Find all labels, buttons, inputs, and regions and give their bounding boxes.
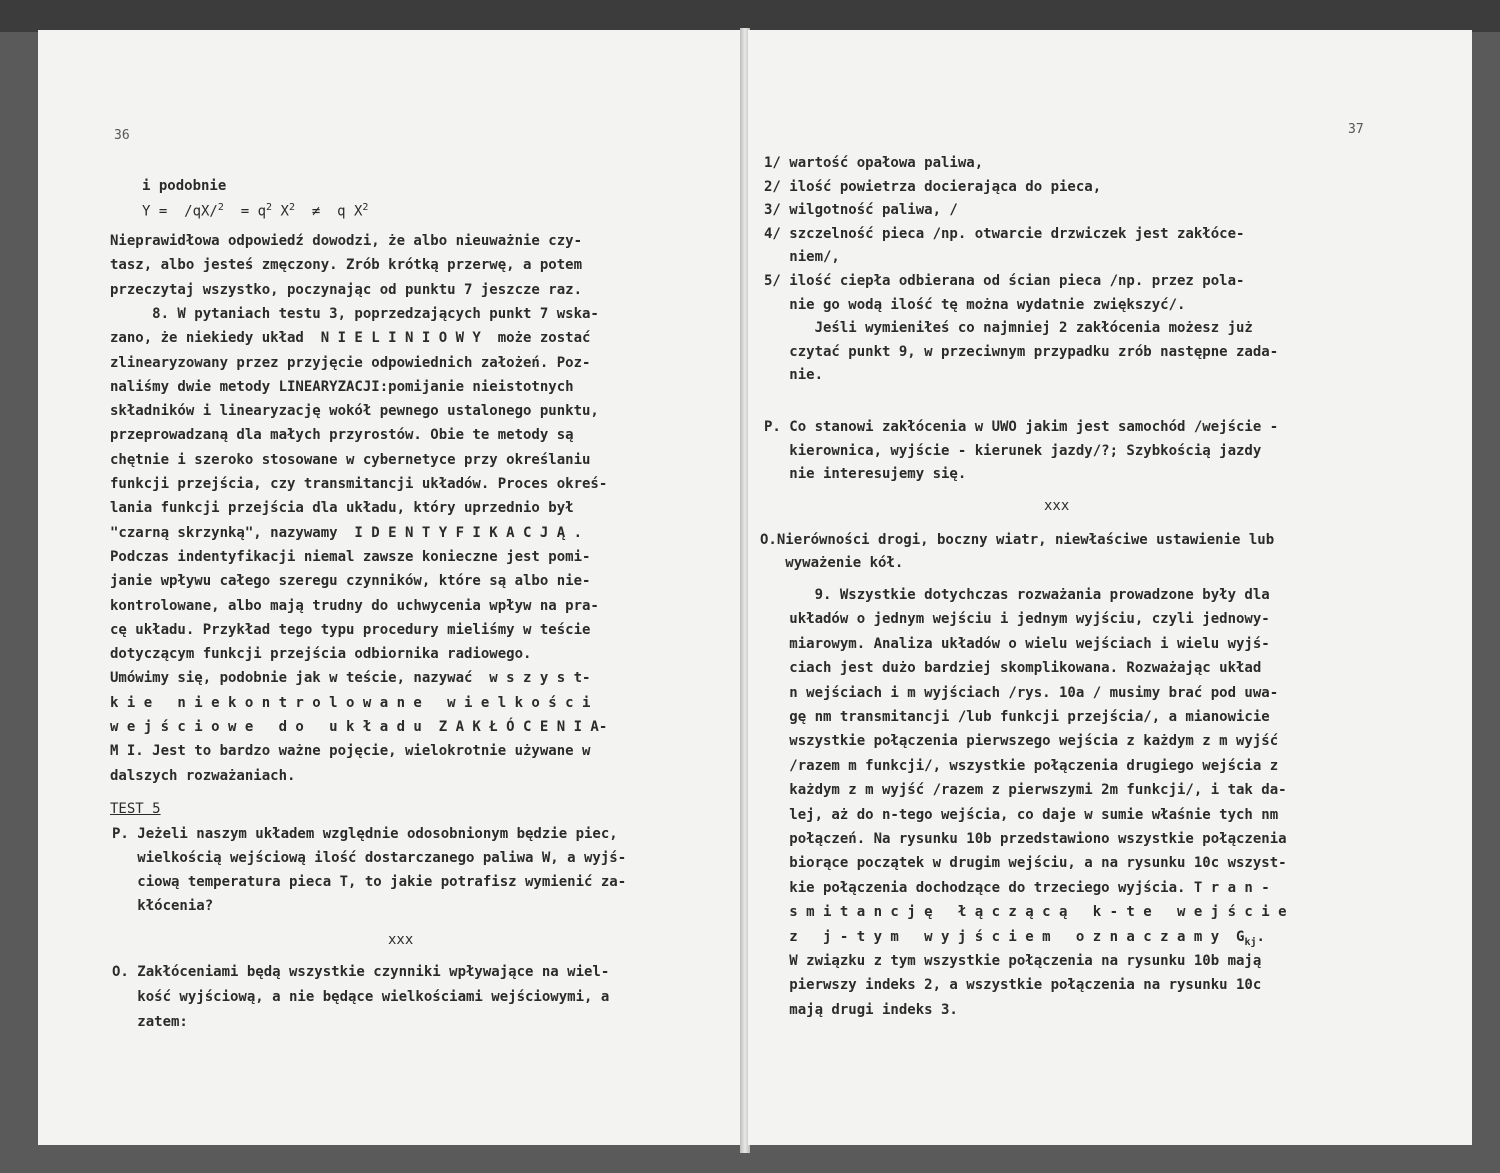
answer-line: O.Nierówności drogi, boczny wiatr, niewłaściwe ustawienie lub — [760, 532, 1275, 548]
right-page — [748, 30, 1472, 1145]
text-line: składników i linearyzację wokół pewnego ustalonego punktu, — [110, 403, 599, 420]
text-line: 3/ wilgotność paliwa, / — [764, 202, 958, 219]
text-line: połączeń. Na rysunku 10b przedstawiono wszystkie połączenia — [764, 831, 1287, 847]
question-line: kłócenia? — [112, 898, 214, 914]
separator: xxx — [1044, 498, 1070, 514]
text-line: tasz, albo jesteś zmęczony. Zrób krótką przerwę, a potem — [110, 257, 583, 274]
text-line: 2/ ilość powietrza docierająca do pieca, — [764, 178, 1102, 195]
text-line: gę nm transmitancji /lub funkcji przejścia/, a mianowicie — [764, 709, 1270, 725]
page-number: 36 — [114, 128, 130, 143]
text-line: czytać punkt 9, w przeciwnym przypadku zrób następne zada- — [764, 343, 1279, 360]
text-line: lania funkcji przejścia dla układu, który uprzednio był — [110, 500, 574, 517]
separator: xxx — [388, 932, 414, 948]
text-line: wszystkie połączenia pierwszego wejścia z każdym z m wyjść — [764, 733, 1279, 750]
question-line: nie interesujemy się. — [764, 466, 967, 482]
text-line: dalszych rozważaniach. — [110, 767, 296, 784]
formula-exponent: 2 — [362, 202, 369, 213]
text-line: naliśmy dwie metody LINEARYZACJI:pomijanie nieistotnych — [110, 378, 574, 395]
text-line: dotyczącym funkcji przejścia odbiornika radiowego. — [110, 646, 532, 663]
answer-line: O. Zakłóceniami będą wszystkie czynniki wpływające na wiel- — [112, 964, 610, 980]
text-line: M I. Jest to bardzo ważne pojęcie, wielokrotnie używane w — [110, 743, 591, 760]
formula-intro: i podobnie — [142, 178, 227, 194]
left-page — [38, 30, 742, 1145]
page-number: 37 — [1348, 122, 1364, 137]
answer-line: wyważenie kół. — [760, 555, 904, 571]
formula-exponent: 2 — [266, 202, 273, 213]
text-line: funkcji przejścia, czy transmitancji układów. Proces okreś- — [110, 476, 608, 492]
text-line: pierwszy indeks 2, a wszystkie połączenia na rysunku 10c — [764, 977, 1262, 994]
period: . — [1256, 928, 1265, 945]
text-line: 8. W pytaniach testu 3, poprzedzających punkt 7 wska- — [110, 305, 599, 322]
question-line: wielkością wejściową ilość dostarczanego paliwa W, a wyjś- — [112, 850, 627, 866]
text-line: nie go wodą ilość tę można wydatnie zwiększyć/. — [764, 296, 1186, 313]
formula — [142, 200, 368, 220]
text-line: kie połączenia dochodzące do trzeciego wyjścia. T r a n - — [764, 879, 1270, 896]
text-line: kontrolowane, albo mają trudny do uchwycenia wpływ na pra- — [110, 597, 599, 614]
formula-lhs: Y = /qX/ — [142, 203, 218, 220]
text-line: chętnie i szeroko stosowane w cybernetyce przy określaniu — [110, 451, 591, 468]
question-line: ciową temperatura pieca T, to jakie potrafisz wymienić za- — [112, 874, 627, 890]
text-line: Podczas indentyfikacji niemal zawsze konieczne jest pomi- — [110, 548, 591, 565]
text-line: miarowym. Analiza układów o wielu wejściach i wielu wyjś- — [764, 635, 1270, 652]
text-line: 5/ ilość ciepła odbierana od ścian pieca /np. przez pola- — [764, 273, 1245, 289]
text-line: 1/ wartość opałowa paliwa, — [764, 155, 984, 171]
subscript-kj: kj — [1244, 936, 1257, 948]
text-line: W związku z tym wszystkie połączenia na rysunku 10b mają — [764, 953, 1262, 969]
text-line: "czarną skrzynką", nazywamy I D E N T Y F I K A C J Ą . — [110, 524, 583, 541]
question-line: kierownica, wyjście - kierunek jazdy/?; Szybkością jazdy — [764, 443, 1262, 459]
formula-mid: = q — [223, 203, 267, 220]
text-line: nie. — [764, 367, 824, 384]
text-line: niem/, — [764, 249, 840, 266]
text-line: s m i t a n c j ę ł ą c z ą c ą k - t e w e j ś c i e — [764, 904, 1287, 921]
answer-line: kość wyjściową, a nie będące wielkościami wejściowymi, a — [112, 989, 610, 1005]
test-heading: TEST 5 — [110, 801, 161, 817]
text-line: k i e n i e k o n t r o l o w a n e w i e l k o ś c i — [110, 694, 591, 711]
answer-line: zatem: — [112, 1014, 188, 1030]
text-line: /razem m funkcji/, wszystkie połączenia drugiego wejścia z — [764, 757, 1279, 774]
text-line: Umówimy się, podobnie jak w teście, nazywać w s z y s t- — [110, 670, 591, 687]
text-line: przeprowadzaną dla małych przyrostów. Obie te metody są — [110, 427, 574, 444]
formula-neq: ≠ q X — [294, 203, 363, 220]
text-line: zlinearyzowany przez przyjęcie odpowiednich założeń. Poz- — [110, 354, 591, 371]
text-line: mają drugi indeks 3. — [764, 1001, 958, 1018]
text-line: przeczytaj wszystko, poczynając od punktu 7 jeszcze raz. — [110, 281, 583, 298]
text-line: n wejściach i m wyjściach /rys. 10a / musimy brać pod uwa- — [764, 684, 1279, 701]
text-line: każdym z m wyjść /razem z pierwszymi 2m funkcji/, i tak da- — [764, 782, 1287, 799]
formula-mid2: X — [272, 203, 289, 220]
text-line: janie wpływu całego szeregu czynników, które są albo nie- — [110, 573, 591, 590]
text-line: cę układu. Przykład tego typu procedury mieliśmy w teście — [110, 621, 591, 638]
text-line: 4/ szczelność pieca /np. otwarcie drzwiczek jest zakłóce- — [764, 225, 1245, 242]
text-line: zano, że niekiedy układ N I E L I N I O W Y może zostać — [110, 330, 591, 347]
question-line: P. Co stanowi zakłócenia w UWO jakim jest samochód /wejście - — [764, 419, 1279, 435]
text-line: biorące początek w drugim wejściu, a na rysunku 10c wszyst- — [764, 855, 1287, 872]
text-line: z j - t y m w y j ś c i e m o z n a c z a m y $G_{kj}$. — [764, 928, 1265, 948]
text-line: Jeśli wymieniłeś co najmniej 2 zakłócenia możesz już — [764, 320, 1253, 337]
formula-exponent: 2 — [217, 202, 224, 213]
text-line: 9. Wszystkie dotychczas rozważania prowadzone były dla — [764, 587, 1270, 603]
text-line: układów o jednym wejściu i jednym wyjściu, czyli jednowy- — [764, 611, 1270, 628]
text-line: w e j ś c i o w e d o u k ł a d u Z A K Ł Ó C E N I A- — [110, 719, 608, 735]
text-line: ciach jest dużo bardziej skomplikowana. Rozważając układ — [764, 660, 1262, 677]
text-line: lej, aż do n-tego wejścia, co daje w sumie właśnie tych nm — [764, 806, 1279, 823]
scan-background-top — [0, 0, 1500, 32]
formula-exponent: 2 — [288, 202, 295, 213]
text-line: Nieprawidłowa odpowiedź dowodzi, że albo nieuważnie czy- — [110, 233, 583, 249]
question-line: P. Jeżeli naszym układem względnie odosobnionym będzie piec, — [112, 826, 618, 842]
